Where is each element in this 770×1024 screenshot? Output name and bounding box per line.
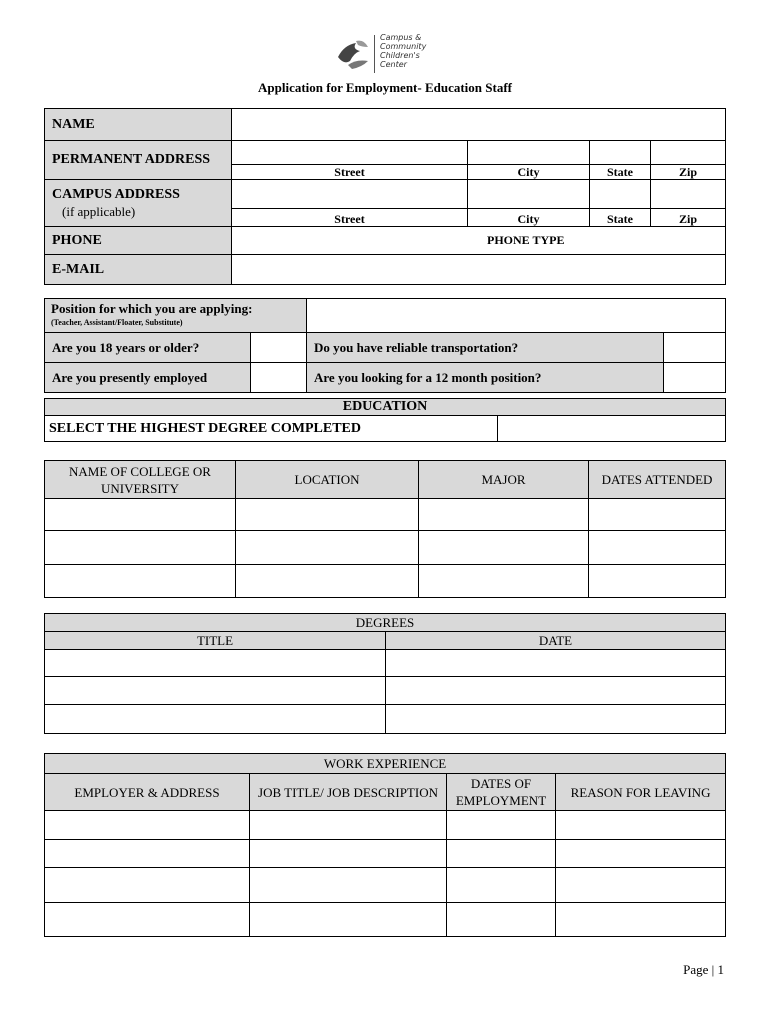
table-row	[45, 650, 726, 677]
table-row	[45, 531, 726, 565]
reason-leaving-cell[interactable]	[556, 903, 726, 937]
campus-address-label: CAMPUS ADDRESS	[52, 187, 180, 202]
permanent-zip-field[interactable]	[651, 141, 726, 165]
education-header: EDUCATION	[45, 399, 726, 416]
dates-employment-cell[interactable]	[447, 840, 556, 868]
work-experience-header: WORK EXPERIENCE	[45, 754, 726, 774]
phone-type-label: PHONE TYPE	[487, 233, 565, 247]
state-caption: State	[590, 165, 651, 180]
major-header: MAJOR	[419, 461, 589, 499]
job-title-cell[interactable]	[250, 903, 447, 937]
state-caption: State	[590, 209, 651, 227]
zip-caption: Zip	[651, 209, 726, 227]
position-label-cell	[45, 299, 307, 333]
personal-info-table	[44, 108, 726, 285]
major-cell[interactable]	[419, 531, 589, 565]
work-experience-table	[44, 753, 726, 937]
table-row	[45, 840, 726, 868]
degree-date-header: DATE	[386, 632, 726, 650]
age-answer-field[interactable]	[251, 333, 307, 363]
email-label: E-MAIL	[45, 255, 232, 285]
location-header: LOCATION	[236, 461, 419, 499]
city-caption: City	[468, 209, 590, 227]
table-row	[45, 565, 726, 598]
phone-label: PHONE	[45, 227, 232, 255]
position-table	[44, 298, 726, 393]
degrees-header: DEGREES	[45, 614, 726, 632]
major-cell[interactable]	[419, 565, 589, 598]
street-caption: Street	[232, 165, 468, 180]
table-row	[45, 705, 726, 734]
street-caption: Street	[232, 209, 468, 227]
job-title-cell[interactable]	[250, 840, 447, 868]
job-title-cell[interactable]	[250, 868, 447, 903]
reason-leaving-cell[interactable]	[556, 868, 726, 903]
email-field[interactable]	[232, 255, 726, 285]
employer-cell[interactable]	[45, 840, 250, 868]
campus-address-label-cell	[45, 180, 232, 227]
permanent-city-field[interactable]	[468, 141, 590, 165]
dates-employment-cell[interactable]	[447, 868, 556, 903]
hands-logo-icon	[334, 35, 372, 73]
campus-city-field[interactable]	[468, 180, 590, 209]
dates-employment-cell[interactable]	[447, 903, 556, 937]
12month-question: Are you looking for a 12 month position?	[307, 363, 664, 393]
campus-street-field[interactable]	[232, 180, 468, 209]
transport-answer-field[interactable]	[664, 333, 726, 363]
degree-date-cell[interactable]	[386, 705, 726, 734]
permanent-address-label: PERMANENT ADDRESS	[45, 141, 232, 180]
logo-text-line: Campus &	[380, 33, 422, 42]
reason-leaving-cell[interactable]	[556, 840, 726, 868]
college-name-cell[interactable]	[45, 499, 236, 531]
degree-date-cell[interactable]	[386, 650, 726, 677]
dates-cell[interactable]	[589, 565, 726, 598]
logo-text-line: Children's	[380, 51, 420, 60]
city-caption: City	[468, 165, 590, 180]
phone-field[interactable]	[232, 227, 726, 255]
degrees-table	[44, 613, 726, 734]
employer-cell[interactable]	[45, 811, 250, 840]
zip-caption: Zip	[651, 165, 726, 180]
name-label: NAME	[45, 109, 232, 141]
degree-title-header: TITLE	[45, 632, 386, 650]
table-row	[45, 677, 726, 705]
position-field[interactable]	[307, 299, 726, 333]
job-title-header: JOB TITLE/ JOB DESCRIPTION	[250, 774, 447, 811]
reason-leaving-header: REASON FOR LEAVING	[556, 774, 726, 811]
dates-employment-header: DATES OF EMPLOYMENT	[447, 774, 556, 811]
name-field[interactable]	[232, 109, 726, 141]
logo-text-line: Community	[380, 42, 427, 51]
logo-text-line: Center	[380, 60, 407, 69]
permanent-state-field[interactable]	[590, 141, 651, 165]
table-row	[45, 868, 726, 903]
employed-answer-field[interactable]	[251, 363, 307, 393]
highest-degree-label: SELECT THE HIGHEST DEGREE COMPLETED	[45, 416, 498, 442]
major-cell[interactable]	[419, 499, 589, 531]
employer-cell[interactable]	[45, 868, 250, 903]
education-header-table	[44, 398, 726, 442]
degree-date-cell[interactable]	[386, 677, 726, 705]
degree-title-cell[interactable]	[45, 705, 386, 734]
employer-header: EMPLOYER & ADDRESS	[45, 774, 250, 811]
table-row	[45, 903, 726, 937]
dates-cell[interactable]	[589, 499, 726, 531]
campus-state-field[interactable]	[590, 180, 651, 209]
degree-title-cell[interactable]	[45, 650, 386, 677]
college-table	[44, 460, 726, 598]
campus-address-note: (if applicable)	[62, 204, 136, 219]
dates-attended-header: DATES ATTENDED	[589, 461, 726, 499]
campus-zip-field[interactable]	[651, 180, 726, 209]
employed-question: Are you presently employed	[45, 363, 251, 393]
highest-degree-field[interactable]	[498, 416, 726, 442]
12month-answer-field[interactable]	[664, 363, 726, 393]
page-number: Page | 1	[683, 962, 724, 977]
table-row	[45, 811, 726, 840]
location-cell[interactable]	[236, 531, 419, 565]
permanent-street-field[interactable]	[232, 141, 468, 165]
table-row	[45, 499, 726, 531]
dates-employment-cell[interactable]	[447, 811, 556, 840]
age-question: Are you 18 years or older?	[45, 333, 251, 363]
degree-title-cell[interactable]	[45, 677, 386, 705]
location-cell[interactable]	[236, 565, 419, 598]
college-name-header: NAME OF COLLEGE OR UNIVERSITY	[45, 461, 236, 499]
job-title-cell[interactable]	[250, 811, 447, 840]
position-note: (Teacher, Assistant/Floater, Substitute)	[51, 317, 183, 327]
college-name-cell[interactable]	[45, 565, 236, 598]
location-cell[interactable]	[236, 499, 419, 531]
center-logo	[334, 33, 444, 77]
page-title: Application for Employment- Education Staff	[258, 80, 512, 95]
position-label: Position for which you are applying:	[51, 300, 253, 316]
reason-leaving-cell[interactable]	[556, 811, 726, 840]
transport-question: Do you have reliable transportation?	[307, 333, 664, 363]
employer-cell[interactable]	[45, 903, 250, 937]
dates-cell[interactable]	[589, 531, 726, 565]
college-name-cell[interactable]	[45, 531, 236, 565]
